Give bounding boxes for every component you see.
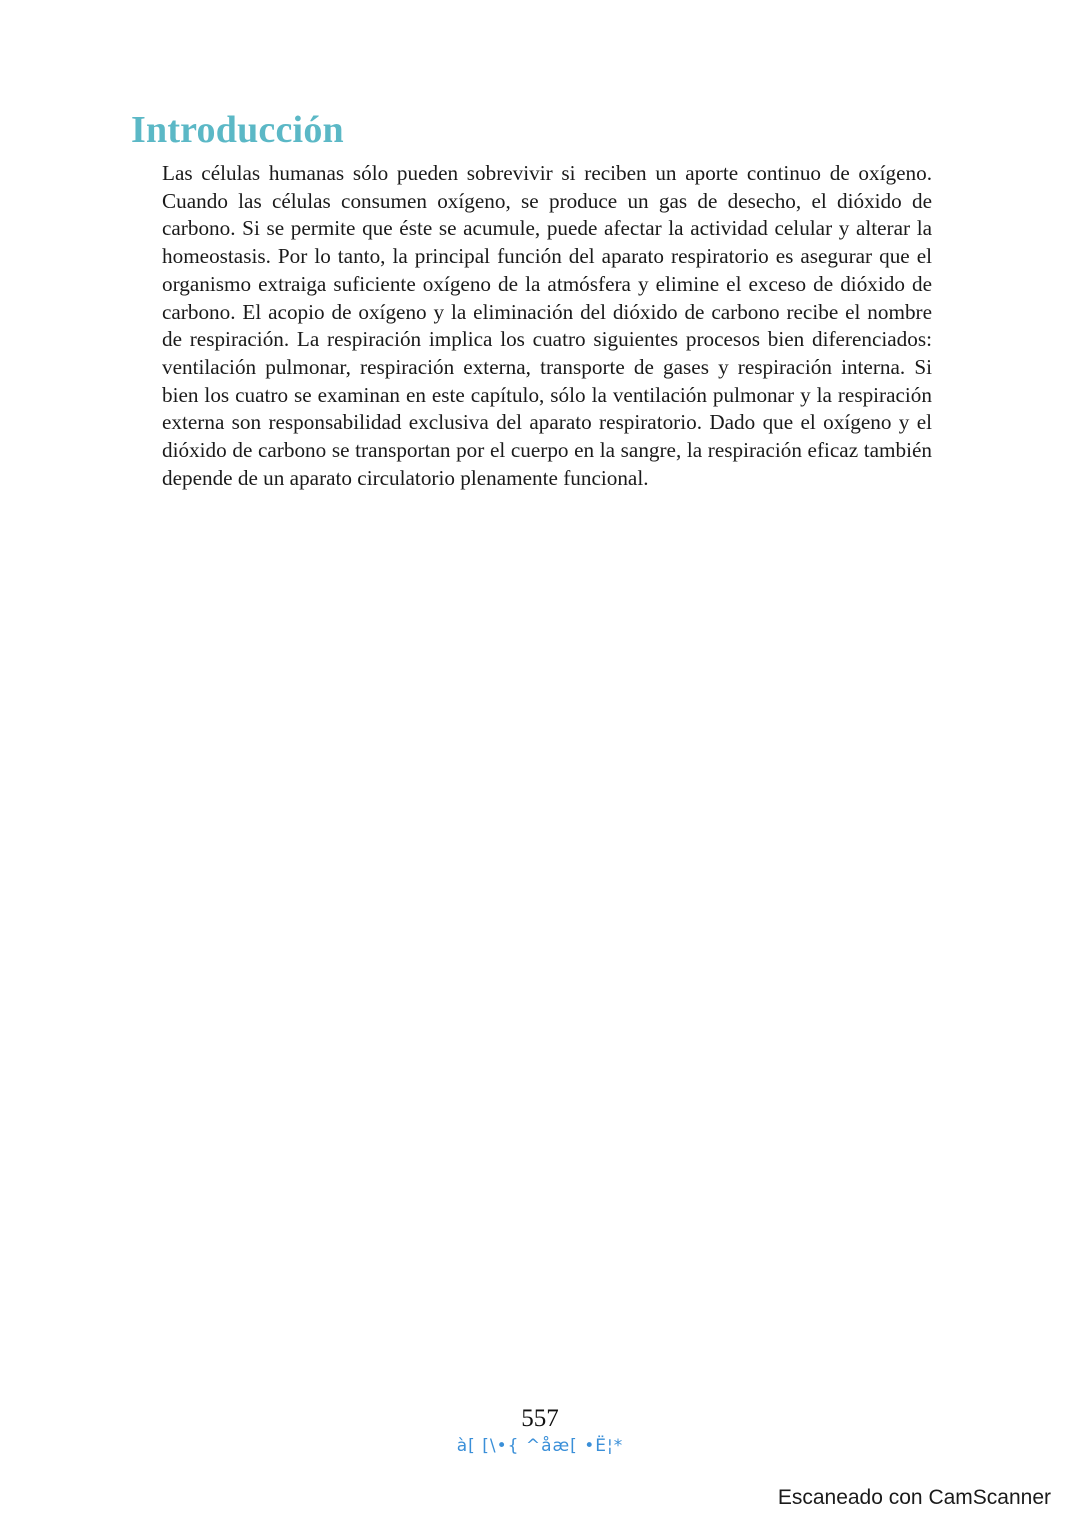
page-number: 557 (521, 1405, 559, 1432)
section-title: Introducción (131, 109, 344, 151)
camscanner-watermark: Escaneado con CamScanner (777, 1486, 1051, 1509)
intro-paragraph: Las células humanas sólo pueden sobrevivir si reciben un aporte continuo de oxígeno. Cuando las células consumen oxígeno, se produce un gas de desecho, el dióxido de carbono. Si se permite que éste se acumule, puede afectar la actividad celular y alterar la homeostasis. Por lo tanto, la principal función del aparato respiratorio es asegurar que el organismo extraiga suficiente oxígeno de la atmósfera y elimine el exceso de dióxido de carbono. El acopio de oxígeno y la eliminación del dióxido de carbono recibe el nombre de respiración. La respiración implica los cuatro siguientes procesos bien diferenciados: ventilación pulmonar, respiración externa, transporte de gases y respiración interna. Si bien los cuatro se examinan en este capítulo, sólo la ventilación pulmonar y la respiración externa son responsabilidad exclusiva del aparato respiratorio. Dado que el oxígeno y el dióxido de carbono se transportan por el cuerpo en la sangre, la respiración eficaz también depende de un aparato circulatorio plenamente funcional. (162, 161, 932, 490)
footer-garbled-link-text: à[ [\•{ ^åæ[ •Ë¦* (456, 1436, 624, 1456)
